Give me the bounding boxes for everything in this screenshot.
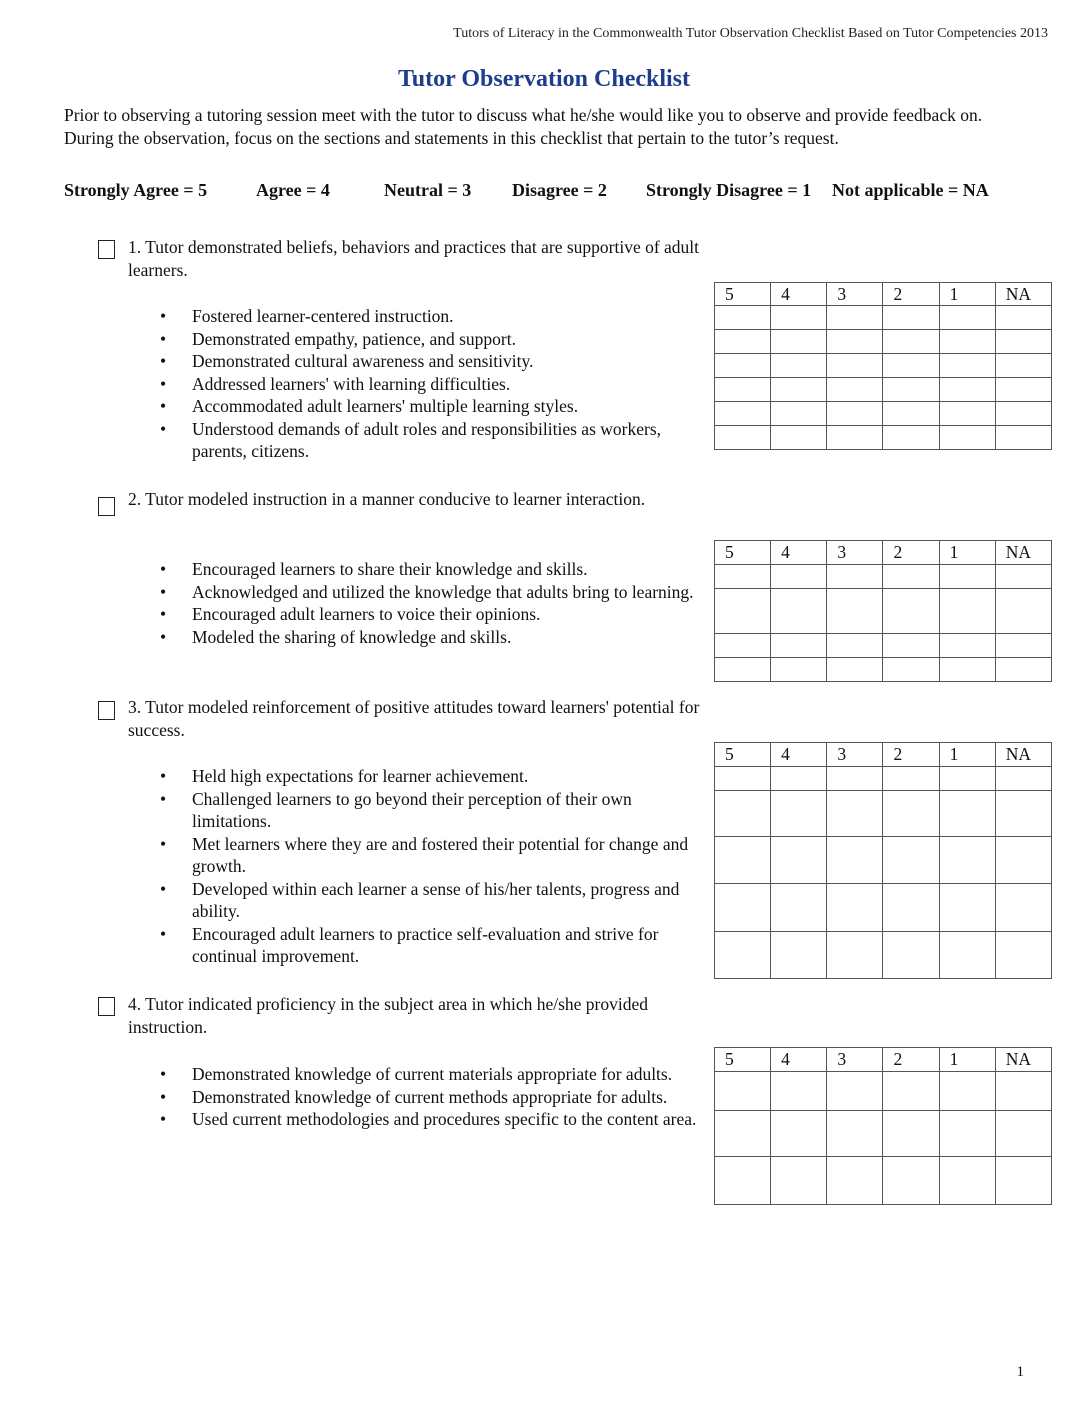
rating-cell[interactable] [715, 1072, 771, 1111]
running-head: Tutors of Literacy in the Commonwealth Tutor Observation Checklist Based on Tutor Competencies 2013 [453, 26, 1048, 41]
rating-cell[interactable] [995, 767, 1051, 791]
rating-cell[interactable] [715, 426, 771, 450]
rating-cell[interactable] [771, 884, 827, 932]
section-1-items [160, 305, 708, 463]
section-2-checkbox[interactable] [98, 497, 115, 516]
rating-cell[interactable] [715, 884, 771, 932]
rating-cell[interactable] [883, 1157, 939, 1205]
rating-cell[interactable] [939, 1072, 995, 1111]
rating-cell[interactable] [939, 354, 995, 378]
section-1-checkbox[interactable] [98, 240, 115, 259]
rating-header: 3 [827, 283, 883, 306]
rating-cell[interactable] [883, 658, 939, 682]
rating-cell[interactable] [939, 1157, 995, 1205]
rating-cell[interactable] [771, 658, 827, 682]
rating-cell[interactable] [939, 426, 995, 450]
section-2-rating-table [714, 540, 1052, 682]
rating-header: NA [995, 1048, 1051, 1072]
rating-cell[interactable] [715, 658, 771, 682]
rating-cell[interactable] [995, 306, 1051, 330]
list-item: • Demonstrated cultural awareness and sensitivity. [160, 350, 708, 373]
rating-cell[interactable] [827, 767, 883, 791]
rating-header: 1 [939, 1048, 995, 1072]
rating-cell[interactable] [715, 565, 771, 589]
rating-cell[interactable] [995, 837, 1051, 884]
rating-cell[interactable] [771, 402, 827, 426]
rating-cell[interactable] [771, 791, 827, 837]
rating-cell[interactable] [995, 378, 1051, 402]
rating-cell[interactable] [995, 1157, 1051, 1205]
rating-cell[interactable] [827, 354, 883, 378]
rating-cell[interactable] [939, 330, 995, 354]
rating-cell[interactable] [715, 306, 771, 330]
list-item: • Encouraged adult learners to voice their opinions. [160, 603, 708, 626]
list-item: • Accommodated adult learners' multiple learning styles. [160, 395, 708, 418]
rating-cell[interactable] [715, 378, 771, 402]
rating-cell[interactable] [771, 634, 827, 658]
rating-header: NA [995, 743, 1051, 767]
scale-disagree: Disagree = 2 [512, 180, 607, 200]
list-item: • Developed within each learner a sense of his/her talents, progress and ability. [160, 878, 708, 923]
section-1-rating-table [714, 282, 1052, 450]
rating-cell[interactable] [771, 354, 827, 378]
rating-cell[interactable] [827, 378, 883, 402]
rating-cell[interactable] [771, 589, 827, 634]
section-1-heading: 1. Tutor demonstrated beliefs, behaviors and practices that are supportive of adult learners. [128, 237, 700, 280]
rating-cell[interactable] [995, 589, 1051, 634]
rating-cell[interactable] [995, 426, 1051, 450]
rating-cell[interactable] [883, 306, 939, 330]
list-item: • Acknowledged and utilized the knowledge that adults bring to learning. [160, 581, 708, 604]
rating-cell[interactable] [939, 634, 995, 658]
rating-cell[interactable] [715, 589, 771, 634]
scale-not-applicable: Not applicable = NA [832, 180, 989, 200]
rating-cell[interactable] [883, 565, 939, 589]
rating-header: 2 [883, 1048, 939, 1072]
rating-cell[interactable] [995, 658, 1051, 682]
list-item: • Met learners where they are and fostered their potential for change and growth. [160, 833, 708, 878]
rating-cell[interactable] [771, 306, 827, 330]
rating-cell[interactable] [827, 565, 883, 589]
list-item: • Encouraged learners to share their knowledge and skills. [160, 558, 708, 581]
rating-cell[interactable] [995, 634, 1051, 658]
rating-cell[interactable] [771, 378, 827, 402]
rating-cell[interactable] [715, 1111, 771, 1157]
rating-header: 4 [771, 1048, 827, 1072]
rating-cell[interactable] [827, 330, 883, 354]
rating-header: 5 [715, 743, 771, 767]
rating-cell[interactable] [883, 378, 939, 402]
scale-strongly-agree: Strongly Agree = 5 [64, 180, 208, 200]
rating-header: 2 [883, 283, 939, 306]
rating-cell[interactable] [827, 1111, 883, 1157]
section-2-heading: 2. Tutor modeled instruction in a manner conducive to learner interaction. [128, 489, 646, 509]
rating-cell[interactable] [827, 589, 883, 634]
rating-header: NA [995, 541, 1051, 565]
rating-cell[interactable] [827, 306, 883, 330]
list-item: • Demonstrated empathy, patience, and support. [160, 328, 708, 351]
section-4-checkbox[interactable] [98, 997, 115, 1016]
rating-header: 4 [771, 541, 827, 565]
rating-cell[interactable] [883, 932, 939, 979]
rating-cell[interactable] [827, 658, 883, 682]
rating-cell[interactable] [771, 767, 827, 791]
rating-cell[interactable] [939, 1111, 995, 1157]
rating-cell[interactable] [939, 402, 995, 426]
rating-header: 1 [939, 743, 995, 767]
rating-cell[interactable] [883, 589, 939, 634]
rating-header: 5 [715, 1048, 771, 1072]
rating-header: 2 [883, 743, 939, 767]
rating-cell[interactable] [715, 837, 771, 884]
rating-cell[interactable] [827, 884, 883, 932]
section-3-rating-table [714, 742, 1052, 979]
rating-cell[interactable] [883, 1072, 939, 1111]
rating-cell[interactable] [995, 402, 1051, 426]
rating-cell[interactable] [827, 837, 883, 884]
page-number: 1 [1016, 1364, 1024, 1380]
rating-cell[interactable] [883, 354, 939, 378]
intro-paragraph: Prior to observing a tutoring session meet with the tutor to discuss what he/she would like you to observe and provide feedback on. During the observation, focus on the sections and statements in this checklist that pertain to the tutor’s request. [64, 105, 983, 148]
section-4-heading: 4. Tutor indicated proficiency in the subject area in which he/she provided instruction. [128, 994, 649, 1037]
rating-cell[interactable] [771, 330, 827, 354]
rating-cell[interactable] [995, 932, 1051, 979]
rating-cell[interactable] [715, 1157, 771, 1205]
rating-cell[interactable] [771, 565, 827, 589]
rating-header: 5 [715, 283, 771, 306]
rating-cell[interactable] [939, 306, 995, 330]
list-item: • Encouraged adult learners to practice self-evaluation and strive for continual improvement. [160, 923, 708, 968]
rating-cell[interactable] [715, 402, 771, 426]
rating-header: 3 [827, 541, 883, 565]
list-item: • Demonstrated knowledge of current methods appropriate for adults. [160, 1086, 708, 1109]
rating-cell[interactable] [715, 791, 771, 837]
rating-cell[interactable] [715, 767, 771, 791]
rating-cell[interactable] [827, 426, 883, 450]
rating-cell[interactable] [883, 426, 939, 450]
rating-cell[interactable] [995, 565, 1051, 589]
rating-cell[interactable] [827, 402, 883, 426]
rating-cell[interactable] [939, 932, 995, 979]
list-item: • Understood demands of adult roles and responsibilities as workers, parents, citizens. [160, 418, 708, 463]
rating-cell[interactable] [771, 426, 827, 450]
rating-cell[interactable] [939, 565, 995, 589]
rating-cell[interactable] [827, 932, 883, 979]
rating-cell[interactable] [827, 634, 883, 658]
rating-cell[interactable] [883, 634, 939, 658]
rating-cell[interactable] [771, 1157, 827, 1205]
list-item: • Modeled the sharing of knowledge and skills. [160, 626, 708, 649]
rating-cell[interactable] [939, 837, 995, 884]
rating-cell[interactable] [939, 791, 995, 837]
rating-cell[interactable] [995, 354, 1051, 378]
rating-cell[interactable] [771, 932, 827, 979]
rating-header: 2 [883, 541, 939, 565]
rating-cell[interactable] [771, 1111, 827, 1157]
section-3-checkbox[interactable] [98, 701, 115, 720]
rating-header: 5 [715, 541, 771, 565]
rating-header: 4 [771, 743, 827, 767]
rating-cell[interactable] [715, 330, 771, 354]
scale-strongly-disagree: Strongly Disagree = 1 [646, 180, 812, 200]
section-3-heading: 3. Tutor modeled reinforcement of positive attitudes toward learners' potential for success. [128, 697, 700, 740]
rating-cell[interactable] [883, 884, 939, 932]
rating-cell[interactable] [995, 884, 1051, 932]
rating-cell[interactable] [715, 932, 771, 979]
list-item: • Fostered learner-centered instruction. [160, 305, 708, 328]
rating-cell[interactable] [715, 354, 771, 378]
list-item: • Demonstrated knowledge of current materials appropriate for adults. [160, 1063, 708, 1086]
rating-cell[interactable] [715, 634, 771, 658]
rating-header: 3 [827, 743, 883, 767]
rating-cell[interactable] [995, 791, 1051, 837]
list-item: • Challenged learners to go beyond their perception of their own limitations. [160, 788, 708, 833]
rating-header: 4 [771, 283, 827, 306]
rating-cell[interactable] [995, 1111, 1051, 1157]
rating-cell[interactable] [995, 330, 1051, 354]
scale-neutral: Neutral = 3 [384, 180, 472, 200]
section-4-items [160, 1063, 708, 1131]
rating-cell[interactable] [827, 1072, 883, 1111]
rating-header: 1 [939, 283, 995, 306]
rating-cell[interactable] [771, 837, 827, 884]
rating-cell[interactable] [883, 767, 939, 791]
section-4-rating-table [714, 1047, 1052, 1205]
rating-cell[interactable] [883, 1111, 939, 1157]
rating-cell[interactable] [827, 1157, 883, 1205]
rating-cell[interactable] [939, 589, 995, 634]
rating-cell[interactable] [995, 1072, 1051, 1111]
rating-header: 3 [827, 1048, 883, 1072]
section-3-items [160, 765, 708, 968]
rating-cell[interactable] [939, 767, 995, 791]
rating-cell[interactable] [883, 402, 939, 426]
rating-cell[interactable] [827, 791, 883, 837]
list-item: • Held high expectations for learner achievement. [160, 765, 708, 788]
rating-cell[interactable] [939, 884, 995, 932]
rating-cell[interactable] [771, 1072, 827, 1111]
section-2-items [160, 558, 708, 648]
rating-cell[interactable] [939, 378, 995, 402]
list-item: • Addressed learners' with learning difficulties. [160, 373, 708, 396]
scale-agree: Agree = 4 [256, 180, 330, 200]
rating-cell[interactable] [883, 330, 939, 354]
page-title: Tutor Observation Checklist [397, 66, 691, 92]
rating-cell[interactable] [883, 837, 939, 884]
list-item: • Used current methodologies and procedures specific to the content area. [160, 1108, 708, 1131]
rating-cell[interactable] [939, 658, 995, 682]
rating-cell[interactable] [883, 791, 939, 837]
rating-header: 1 [939, 541, 995, 565]
rating-header: NA [995, 283, 1051, 306]
